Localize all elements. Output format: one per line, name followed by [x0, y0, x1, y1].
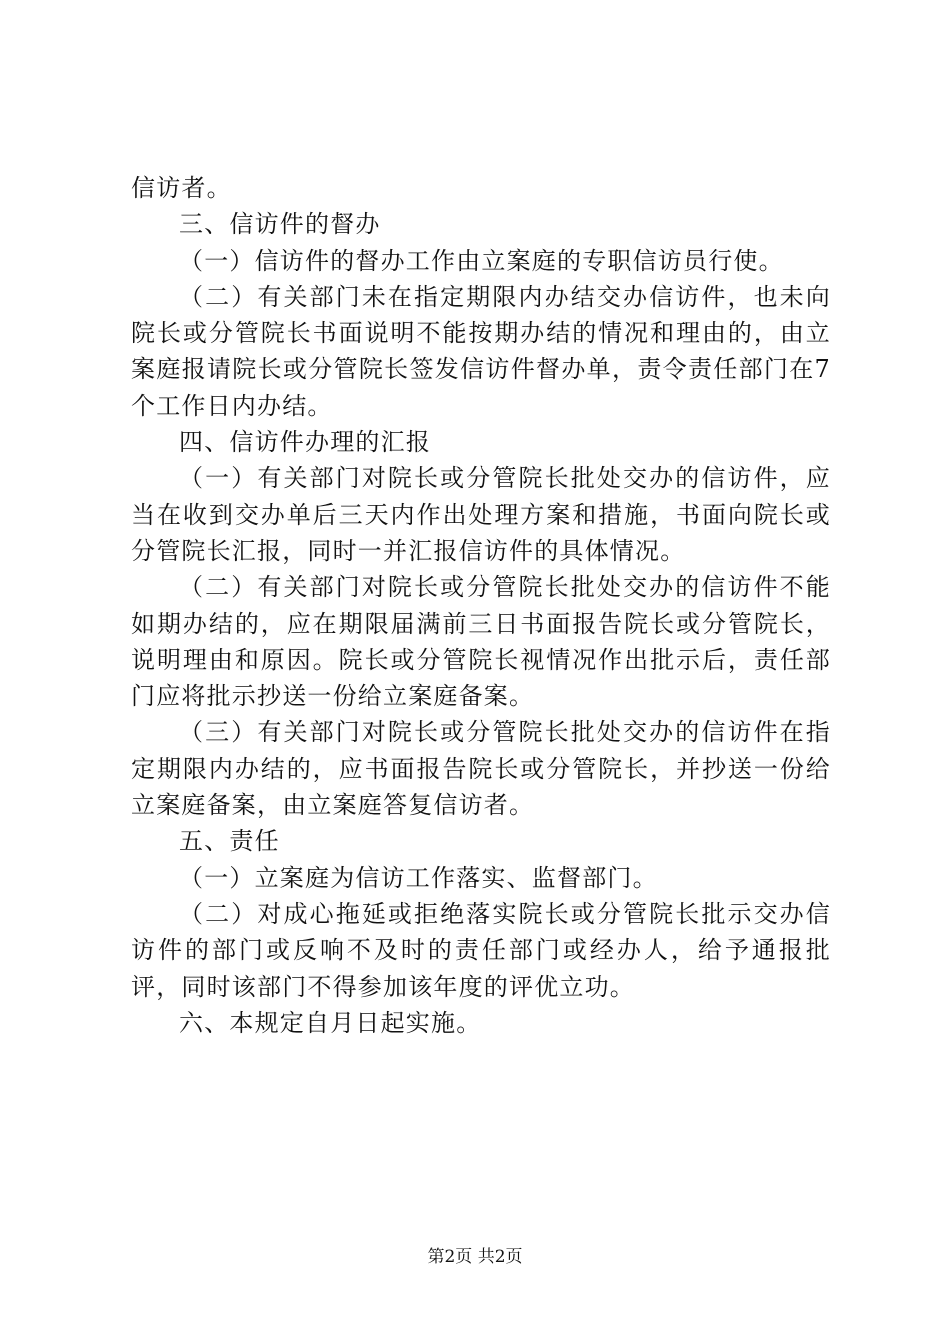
section-heading-6: 六、本规定自月日起实施。 [179, 1008, 482, 1037]
paragraph: （三）有关部门对院长或分管院长批处交办的信访件在指定期限内办结的，应书面报告院长或分管院长，并抄送一份给立案庭备案，由立案庭答复信访者。 [131, 718, 831, 820]
paragraph: （二）有关部门未在指定期限内办结交办信访件，也未向院长或分管院长书面说明不能按期办结的情况和理由的，由立案庭报请院长或分管院长签发信访件督办单，责令责任部门在7个工作日内办结。 [131, 282, 831, 420]
paragraph: （二）对成心拖延或拒绝落实院长或分管院长批示交办信访件的部门或反响不及时的责任部门或经办人，给予通报批评，同时该部门不得参加该年度的评优立功。 [131, 899, 831, 1001]
paragraph: （一）立案庭为信访工作落实、监督部门。 [179, 863, 658, 892]
paragraph: （一）有关部门对院长或分管院长批处交办的信访件，应当在收到交办单后三天内作出处理方案和措施，书面向院长或分管院长汇报，同时一并汇报信访件的具体情况。 [131, 464, 831, 565]
paragraph: （一）信访件的督办工作由立案庭的专职信访员行使。 [179, 246, 784, 275]
document-body [131, 170, 831, 1041]
section-heading-5: 五、责任 [179, 827, 280, 856]
section-heading-4: 四、信访件办理的汇报 [179, 428, 431, 457]
page-number-footer: 第2页 共2页 [427, 1247, 523, 1267]
paragraph: （二）有关部门对院长或分管院长批处交办的信访件不能如期办结的，应在期限届满前三日书面报告院长或分管院长，说明理由和原因。院长或分管院长视情况作出批示后，责任部门应将批示抄送一份给立案庭备案。 [131, 573, 831, 711]
section-heading-3: 三、信访件的督办 [179, 210, 381, 239]
paragraph-continuation: 信访者。 [131, 174, 232, 202]
